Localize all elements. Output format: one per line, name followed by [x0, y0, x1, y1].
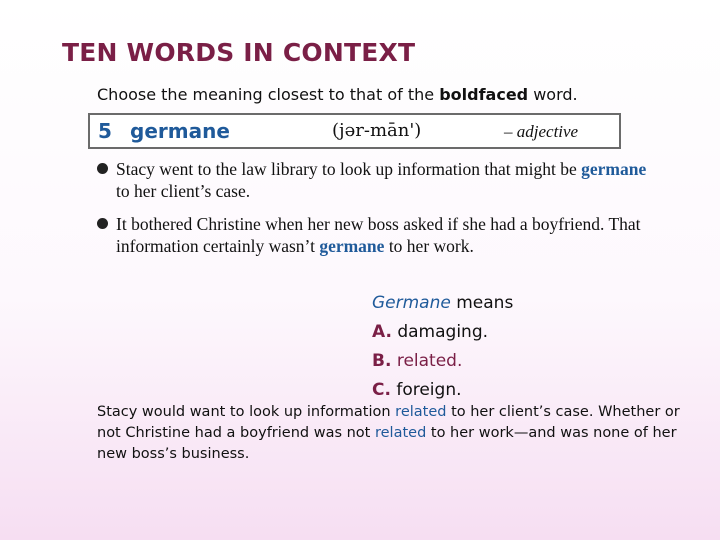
example-sentence-1 [97, 158, 657, 202]
question-means: means [450, 293, 514, 313]
explanation-keyword: related [395, 404, 447, 420]
bullet-icon [97, 163, 108, 174]
bullet-icon [97, 218, 108, 229]
instruction-after: word. [528, 85, 578, 104]
explanation-text [97, 402, 687, 465]
question-prompt [372, 289, 513, 318]
option-c[interactable] [372, 376, 513, 405]
example-sentence-2 [97, 213, 657, 257]
explanation-part: Stacy would want to look up information [97, 404, 396, 420]
question-block [372, 289, 513, 405]
option-letter: B. [372, 351, 392, 371]
instruction-text [97, 85, 578, 104]
option-letter: C. [372, 380, 391, 400]
vocab-word: germane [130, 119, 230, 143]
instruction-before: Choose the meaning closest to that of the [97, 85, 440, 104]
pronunciation: (jər-mān') [332, 120, 422, 141]
sentence-text: to her work. [384, 236, 474, 256]
page-title: TEN WORDS IN CONTEXT [62, 38, 416, 67]
part-of-speech: – adjective [504, 122, 579, 141]
explanation-part: to her work—and was none of her new boss’s business. [97, 425, 677, 462]
option-text: damaging. [397, 322, 489, 342]
option-text: related. [396, 351, 463, 371]
option-text: foreign. [396, 380, 462, 400]
sentence-keyword: germane [581, 159, 647, 179]
sentence-text: Stacy went to the law library to look up information that might be [116, 159, 582, 179]
option-letter: A. [372, 322, 392, 342]
explanation-part: to her client’s case. Whether or not Christine had a boyfriend was not [97, 404, 680, 441]
sentence-text: It bothered Christine when her new boss asked if she had a boyfriend. That information certainly wasn’t [116, 214, 641, 256]
instruction-bold: boldfaced [439, 85, 529, 104]
word-header-box [88, 113, 621, 149]
word-number: 5 [98, 119, 112, 143]
sentence-keyword: germane [319, 236, 385, 256]
option-b[interactable] [372, 347, 513, 376]
explanation-keyword: related [374, 425, 427, 441]
sentence-text: to her client’s case. [116, 181, 251, 201]
option-a[interactable] [372, 318, 513, 347]
question-word: Germane [372, 293, 451, 313]
